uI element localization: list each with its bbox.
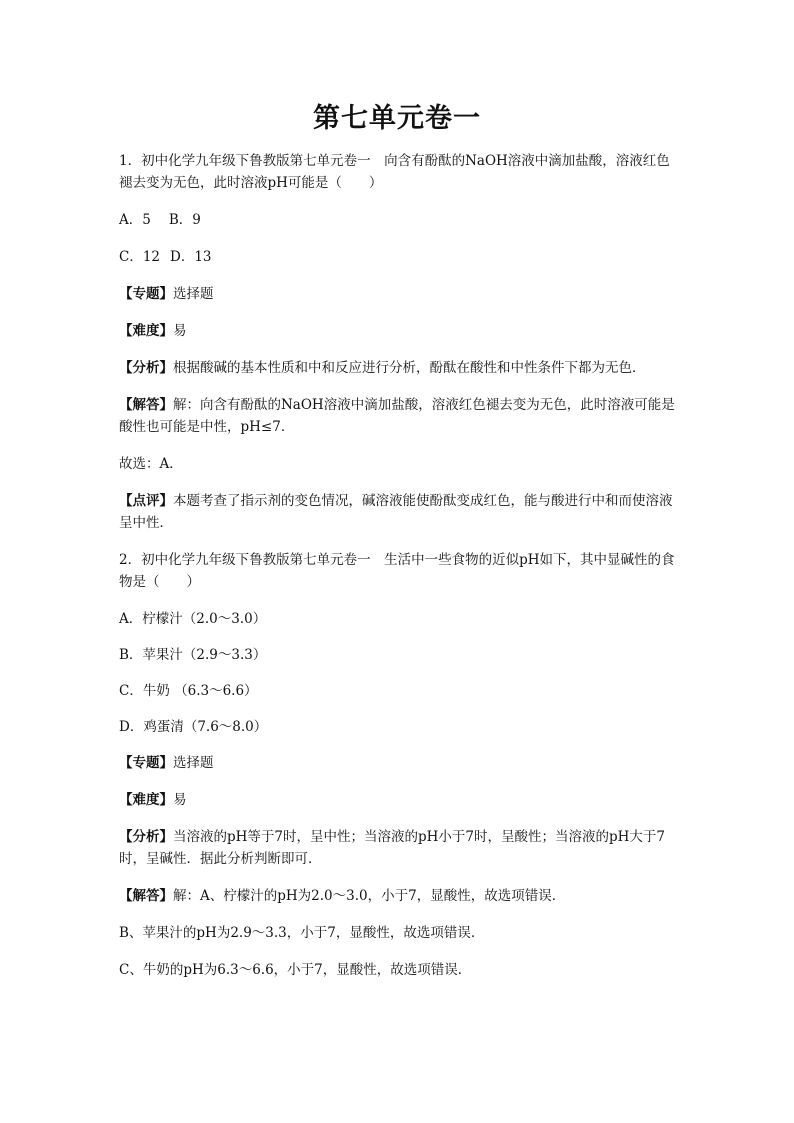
question-1-difficulty <box>119 320 679 342</box>
question-2-difficulty <box>119 789 679 811</box>
question-1-stem: 1．初中化学九年级下鲁教版第七单元卷一 向含有酚酞的NaOH溶液中滴加盐酸，溶液红色褪去变为无色，此时溶液pH可能是（ ） <box>119 153 670 191</box>
question-2-option-d: D．鸡蛋清（7.6～8.0） <box>119 719 268 735</box>
difficulty-tag: 【难度】 <box>119 792 173 808</box>
question-1-answer <box>119 394 679 438</box>
comment-text: 本题考查了指示剂的变色情况，碱溶液能使酚酞变成红色，能与酸进行中和而使溶液呈中性． <box>119 493 673 531</box>
topic-value: 选择题 <box>173 286 214 302</box>
question-2-option-b: B．苹果汁（2.9～3.3） <box>119 647 267 663</box>
topic-value: 选择题 <box>173 755 214 771</box>
question-2-option-c: C．牛奶 （6.3～6.6） <box>119 683 258 699</box>
analysis-tag: 【分析】 <box>119 829 173 845</box>
question-1-option-c: C．12 <box>119 249 161 265</box>
question-2-analysis <box>119 826 679 870</box>
question-1-topic <box>119 283 679 305</box>
answer-text-a: 解：A、柠檬汁的pH为2.0～3.0，小于7，显酸性，故选项错误． <box>173 888 566 904</box>
question-1-options-row-2 <box>119 246 679 268</box>
question-1-option-a: A．5 <box>119 212 151 228</box>
analysis-text: 根据酸碱的基本性质和中和反应进行分析，酚酞在酸性和中性条件下都为无色． <box>173 360 646 376</box>
analysis-text: 当溶液的pH等于7时，呈中性；当溶液的pH小于7时，呈酸性；当溶液的pH大于7时，呈碱性．据此分析判断即可． <box>119 829 666 867</box>
analysis-tag: 【分析】 <box>119 360 173 376</box>
question-2-option-a: A．柠檬汁（2.0～3.0） <box>119 611 267 627</box>
question-1-option-d: D．13 <box>170 249 212 265</box>
answer-tag: 【解答】 <box>119 888 173 904</box>
question-1-choice: 故选：A． <box>119 456 183 472</box>
answer-text: 解：向含有酚酞的NaOH溶液中滴加盐酸，溶液红色褪去变为无色，此时溶液可能是酸性也可能是中性，pH≤7． <box>119 397 675 435</box>
question-2-answer-c: C、牛奶的pH为6.3～6.6，小于7，显酸性，故选项错误． <box>119 962 472 978</box>
question-1-option-b: B．9 <box>168 212 201 228</box>
topic-tag: 【专题】 <box>119 286 173 302</box>
question-2-answer-b: B、苹果汁的pH为2.9～3.3，小于7，显酸性，故选项错误． <box>119 925 485 941</box>
difficulty-value: 易 <box>173 792 187 808</box>
question-1-analysis <box>119 357 679 379</box>
question-2-stem: 2．初中化学九年级下鲁教版第七单元卷一 生活中一些食物的近似pH如下，其中显碱性的食物是（ ） <box>119 552 675 590</box>
question-1-options-row-1 <box>119 209 679 231</box>
comment-tag: 【点评】 <box>119 493 173 509</box>
answer-tag: 【解答】 <box>119 397 173 413</box>
question-1-comment <box>119 490 679 534</box>
question-2-answer-a <box>119 885 679 907</box>
topic-tag: 【专题】 <box>119 755 173 771</box>
document-title: 第七单元卷一 <box>313 103 481 134</box>
question-2-topic <box>119 752 679 774</box>
difficulty-tag: 【难度】 <box>119 323 173 339</box>
difficulty-value: 易 <box>173 323 187 339</box>
document-content <box>119 150 679 996</box>
